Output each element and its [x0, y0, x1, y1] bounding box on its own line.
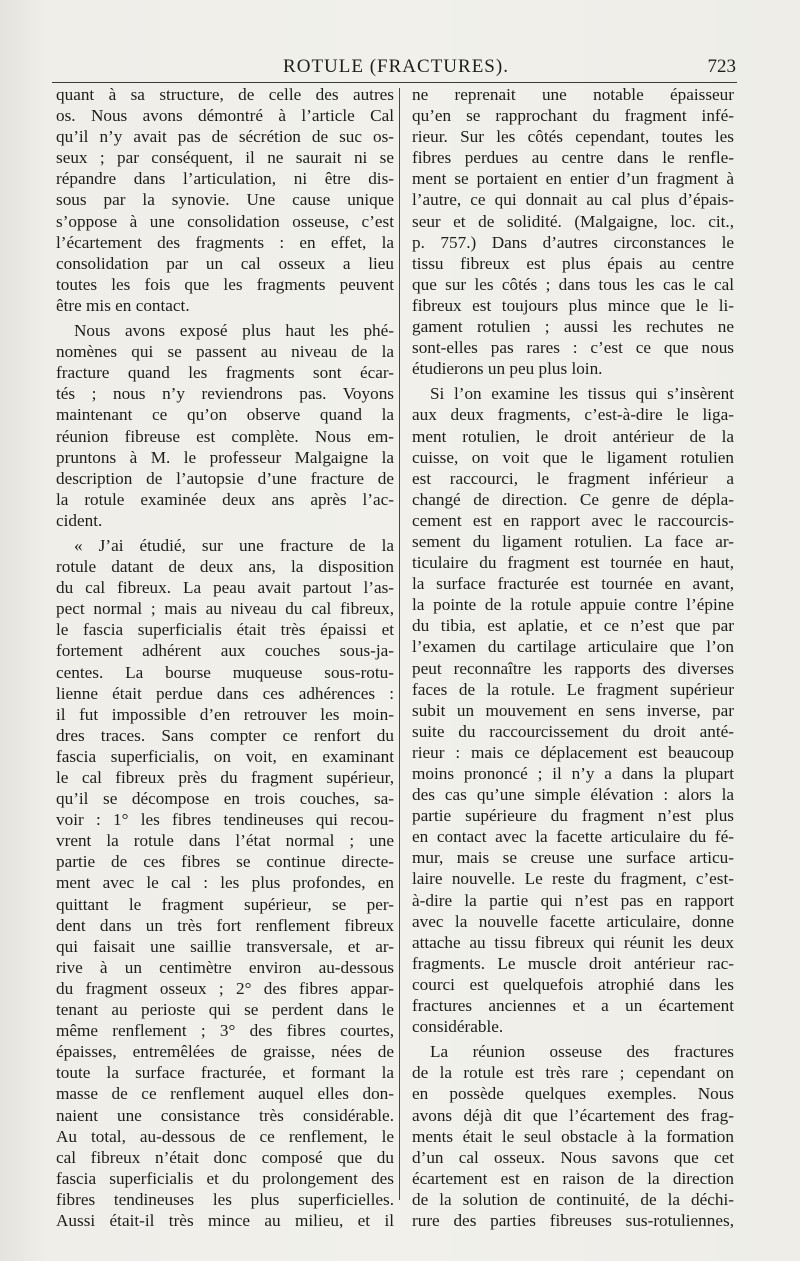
column-divider	[399, 88, 400, 1200]
text-line: épaisses, entremêlées de graisse, nées de	[56, 1042, 394, 1062]
text-line: rieur : mais ce déplacement est beaucoup	[412, 742, 734, 762]
text-line: étudierons un peu plus loin.	[412, 359, 603, 379]
text-line: la pointe de la rotule appuie contre l’épine	[412, 595, 734, 615]
text-line: des cas qu’une simple élévation : alors la	[412, 785, 734, 805]
text-line: seux ; par conséquent, il ne saurait ni se	[56, 148, 394, 168]
text-line: masse de ce renflement auquel elles don-	[56, 1084, 394, 1104]
text-line: sous par la synovie. Une cause unique	[56, 190, 394, 210]
text-line: Au total, au-dessous de ce renflement, le	[56, 1126, 394, 1146]
text-line: seur et de solidité. (Malgaigne, loc. cit.,	[412, 211, 734, 231]
text-line: aux deux fragments, c’est-à-dire le liga-	[412, 405, 734, 425]
text-line: tenant au perioste qui se perdent dans le	[56, 1000, 394, 1020]
text-line: même renflement ; 3° des fibres courtes,	[56, 1021, 394, 1041]
text-line: attache au tissu fibreux qui réunit les deux	[412, 932, 734, 952]
text-line: toutes les fois que les fragments peuvent	[56, 274, 394, 294]
right-column	[412, 84, 734, 1231]
text-line: avec la nouvelle facette articulaire, donne	[412, 911, 734, 931]
text-line: la surface fracturée est tournée en avant,	[412, 574, 734, 594]
text-line: subit un mouvement en sens inverse, par	[412, 700, 734, 720]
text-line: ment avec le cal : les plus profondes, en	[56, 873, 394, 893]
text-line: La réunion osseuse des fractures	[430, 1042, 734, 1062]
text-line: quant à sa structure, de celle des autres	[56, 85, 394, 104]
text-line: que sur les côtés ; dans tous les cas le cal	[412, 274, 734, 294]
page-number: 723	[707, 56, 736, 77]
text-line: suite du raccourcissement du droit anté-	[412, 721, 734, 741]
text-line: Aussi était-il très mince au milieu, et il	[56, 1210, 394, 1230]
text-line: tissu fibreux est plus épais au centre	[412, 253, 734, 273]
text-line: Si l’on examine les tissus qui s’insèrent	[430, 384, 734, 404]
text-line: fractures anciennes et a un écartement	[412, 996, 734, 1016]
page-header	[56, 56, 736, 82]
text-line: dent dans un très fort renflement fibreux	[56, 915, 394, 935]
text-line: dres traces. Sans compter ce renfort du	[56, 725, 394, 745]
text-line: p. 757.) Dans d’autres circonstances le	[412, 232, 734, 252]
text-line: vrent la rotule dans l’état normal ; une	[56, 831, 394, 851]
text-line: Nous avons exposé plus haut les phé-	[74, 321, 394, 341]
text-line: fascia superficialis, on voit, en examinant	[56, 746, 394, 766]
text-line: cident.	[56, 510, 103, 530]
text-line: pruntons à M. le professeur Malgaigne la	[56, 447, 394, 467]
text-line: du cal fibreux. La peau avait partout l’as-	[56, 578, 394, 598]
text-line: os. Nous avons démontré à l’article Cal	[56, 106, 394, 126]
text-line: ticulaire du fragment est tournée en haut,	[412, 553, 734, 573]
text-line: sont-elles pas rares : c’est ce que nous	[412, 338, 734, 358]
text-line: en contact avec la facette articulaire du fé-	[412, 827, 734, 847]
text-line: de la rotule est très rare ; cependant on	[412, 1063, 734, 1083]
text-line: consolidation par un cal osseux a lieu	[56, 253, 394, 273]
text-line: fibres tendineuses les plus superficielles.	[56, 1189, 394, 1209]
text-line: le fascia superficialis était très épaissi et	[56, 620, 394, 640]
text-line: réunion fibreuse est complète. Nous em-	[56, 426, 394, 446]
text-line: courci est quelquefois atrophié dans les	[412, 974, 734, 994]
text-line: l’autre, ce qui donnait au cal plus d’épais-	[412, 190, 734, 210]
text-line: laire nouvelle. Le reste du fragment, c’est-	[412, 869, 734, 889]
text-line: en possède quelques exemples. Nous	[412, 1084, 734, 1104]
text-line: cal fibreux n’était donc composé que du	[56, 1147, 394, 1167]
text-line: qu’il n’y avait pas de sécrétion de suc os-	[56, 127, 394, 147]
text-line: partie supérieure du fragment n’est plus	[412, 806, 734, 826]
text-line: le cal fibreux près du fragment supérieur,	[56, 768, 394, 787]
text-line: tés ; nous n’y reviendrons pas. Voyons	[56, 384, 394, 404]
text-line: centes. La bourse muqueuse sous-rotu-	[56, 662, 394, 682]
text-line: partie de ces fibres se continue directe-	[56, 852, 394, 872]
text-line: fascia superficialis et du prolongement des	[56, 1168, 394, 1188]
text-line: qu’il se décompose en trois couches, sa-	[56, 789, 394, 809]
text-line: nomènes qui se passent au niveau de la	[56, 342, 394, 362]
text-line: mur, mais se creuse une surface articu-	[412, 848, 734, 868]
text-line: ments était le seul obstacle à la formation	[412, 1126, 734, 1146]
text-line: la rotule examinée deux ans après l’ac-	[56, 489, 394, 509]
text-line: sement du ligament rotulien. La face ar-	[412, 531, 734, 551]
running-title: ROTULE (FRACTURES).	[283, 56, 509, 77]
text-line: rotule datant de deux ans, la disposition	[56, 557, 394, 577]
text-line: pect normal ; mais au niveau du cal fibreux,	[56, 599, 394, 619]
text-line: considérable.	[412, 1017, 504, 1037]
text-line: naient une consistance très considérable.	[56, 1105, 394, 1125]
text-line: de la solution de continuité, de la déchi-	[412, 1189, 734, 1209]
text-line: cuisse, on voit que le ligament rotulien	[412, 447, 734, 467]
text-line: fragments. Le muscle droit antérieur rac-	[412, 953, 734, 973]
text-line: du fragment osseux ; 2° des fibres appar-	[56, 978, 394, 998]
text-line: lienne était perdue dans ces adhérences :	[56, 683, 394, 703]
text-line: maintenant ce qu’on observe quand la	[56, 405, 394, 425]
text-line: peut reconnaître les rapports des diverses	[412, 658, 734, 678]
text-line: d’un cal osseux. Nous savons que cet	[412, 1147, 734, 1167]
text-line: cement est en rapport avec le raccourcis-	[412, 510, 734, 530]
text-line: moins prononcé ; il n’y a dans la plupart	[412, 764, 734, 783]
text-line: écartement est en raison de la direction	[412, 1168, 734, 1188]
text-line: rive à un centimètre environ au-dessous	[56, 957, 394, 977]
text-line: être mis en contact.	[56, 295, 190, 315]
text-line: description de l’autopsie d’une fracture de	[56, 468, 394, 488]
text-line: voir : 1° les fibres tendineuses qui recou-	[56, 810, 394, 830]
text-line: à-dire la partie qui n’est pas en rapport	[412, 890, 734, 910]
left-column	[56, 84, 394, 1231]
header-rule	[52, 82, 737, 83]
text-line: l’écartement des fragments : en effet, la	[56, 232, 394, 252]
text-line: rure des parties fibreuses sus-rotuliennes,	[412, 1210, 734, 1230]
text-line: ment se portaient en entier d’un fragment à	[412, 169, 734, 189]
text-line: ne reprenait une notable épaisseur	[412, 85, 734, 104]
text-line: quittant le fragment supérieur, se per-	[56, 894, 394, 914]
text-line: fibres perdues au centre dans le renfle-	[412, 148, 734, 168]
text-line: répandre dans l’articulation, ni être dis-	[56, 169, 394, 189]
text-line: rieur. Sur les côtés cependant, toutes les	[412, 127, 734, 147]
text-line: s’oppose à une consolidation osseuse, c’est	[56, 211, 394, 231]
text-line: fibreux est toujours plus mince que le li-	[412, 295, 734, 315]
text-line: qui faisait une saillie transversale, et ar-	[56, 936, 394, 956]
text-line: changé de direction. Ce genre de dépla-	[412, 489, 734, 509]
text-line: qu’en se rapprochant du fragment infé-	[412, 106, 734, 126]
text-line: faces de la rotule. Le fragment supérieur	[412, 679, 734, 699]
text-line: ment rotulien, le droit antérieur de la	[412, 426, 734, 446]
text-line: du tibia, est aplatie, et ce n’est que par	[412, 616, 734, 636]
text-line: gament rotulien ; aussi les rechutes ne	[412, 317, 734, 337]
text-line: avons déjà dit que l’écartement des frag-	[412, 1105, 734, 1125]
text-line: l’examen du cartilage articulaire que l’on	[412, 637, 734, 657]
text-line: est raccourci, le fragment inférieur a	[412, 468, 734, 488]
text-line: il fut impossible d’en retrouver les moin-	[56, 704, 394, 724]
text-line: toute la surface fracturée, et formant la	[56, 1063, 394, 1083]
text-line: fracture quand les fragments sont écar-	[56, 363, 394, 383]
text-line: fortement adhérent aux couches sous-ja-	[56, 641, 394, 661]
text-line: « J’ai étudié, sur une fracture de la	[74, 535, 394, 555]
